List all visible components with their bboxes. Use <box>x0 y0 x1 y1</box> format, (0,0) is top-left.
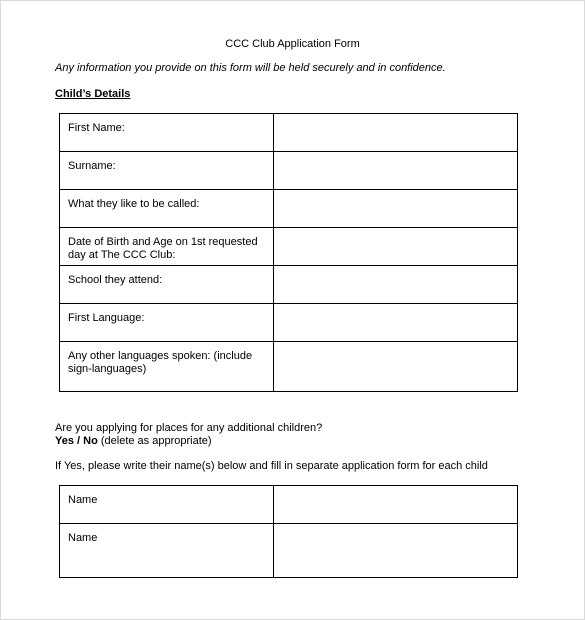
field-label-name-2: Name <box>60 524 274 578</box>
additional-children-names-table <box>59 485 518 578</box>
childs-details-table <box>59 113 518 392</box>
preferred-name-field[interactable] <box>274 190 518 228</box>
date-of-birth-field[interactable] <box>274 228 518 266</box>
additional-children-question: Are you applying for places for any additional children? <box>55 422 323 434</box>
yes-no-note: (delete as appropriate) <box>100 435 212 447</box>
table-row-first-name <box>60 114 518 152</box>
field-label-first-language: First Language: <box>60 304 274 342</box>
additional-child-name-field-2[interactable] <box>274 524 518 578</box>
field-label-preferred-name: What they like to be called: <box>60 190 274 228</box>
table-row-other-languages <box>60 342 518 392</box>
section-heading-childs-details: Child’s Details <box>55 88 131 100</box>
field-label-school: School they attend: <box>60 266 274 304</box>
field-label-first-name: First Name: <box>60 114 274 152</box>
table-row-first-language <box>60 304 518 342</box>
confidentiality-notice: Any information you provide on this form will be held securely and in confidence. <box>55 62 446 74</box>
field-label-surname: Surname: <box>60 152 274 190</box>
table-row-name-1 <box>60 486 518 524</box>
other-languages-field[interactable] <box>274 342 518 392</box>
field-label-date-of-birth: Date of Birth and Age on 1st requested day at The CCC Club: <box>60 228 274 266</box>
table-row-preferred-name <box>60 190 518 228</box>
yes-no-option[interactable]: Yes / No <box>55 435 98 447</box>
form-title: CCC Club Application Form <box>225 38 360 50</box>
first-name-field[interactable] <box>274 114 518 152</box>
yes-no-line <box>55 435 212 447</box>
surname-field[interactable] <box>274 152 518 190</box>
additional-children-instruction: If Yes, please write their name(s) below and fill in separate application form for each child <box>55 460 488 472</box>
field-label-other-languages: Any other languages spoken: (include sign-languages) <box>60 342 274 392</box>
table-row-name-2 <box>60 524 518 578</box>
field-label-name-1: Name <box>60 486 274 524</box>
table-row-school <box>60 266 518 304</box>
additional-child-name-field-1[interactable] <box>274 486 518 524</box>
table-row-date-of-birth <box>60 228 518 266</box>
table-row-surname <box>60 152 518 190</box>
school-field[interactable] <box>274 266 518 304</box>
first-language-field[interactable] <box>274 304 518 342</box>
